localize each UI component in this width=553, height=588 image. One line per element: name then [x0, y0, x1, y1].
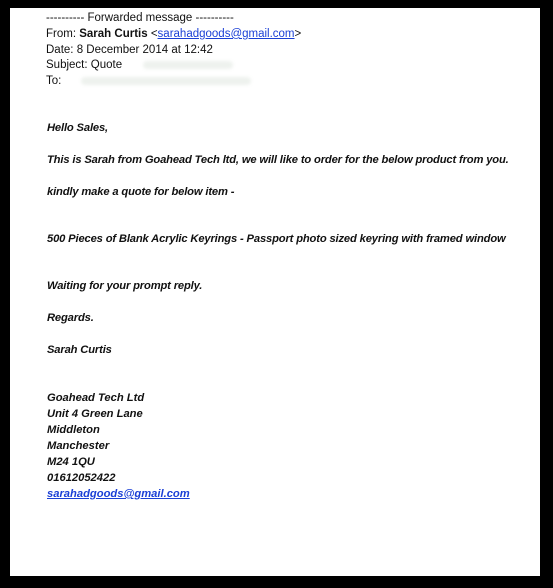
- subject-value: Quote: [90, 59, 123, 72]
- signature-address2: Middleton: [47, 424, 100, 436]
- to-label: To:: [46, 75, 62, 88]
- forwarded-line: ---------- Forwarded message ----------: [46, 12, 234, 24]
- signature-email-row: [47, 486, 190, 502]
- lt-glyph: <: [150, 27, 158, 40]
- subject-label: Subject:: [46, 59, 88, 72]
- signature-postcode: M24 1QU: [47, 456, 95, 468]
- sender-signoff: Sarah Curtis: [47, 344, 112, 356]
- sender-name: Sarah Curtis: [79, 27, 148, 40]
- redacted-recipients: [81, 77, 251, 85]
- redacted-subject: [143, 61, 233, 69]
- from-label: From:: [46, 27, 77, 40]
- signature-city: Manchester: [47, 440, 110, 452]
- waiting-paragraph: Waiting for your prompt reply.: [47, 280, 203, 292]
- greeting: Hello Sales,: [47, 122, 109, 134]
- gt-glyph: >: [294, 27, 302, 40]
- signature-company: Goahead Tech Ltd: [47, 392, 145, 404]
- email-header: [46, 11, 301, 90]
- from-row: [46, 27, 301, 43]
- signature-phone: 01612052422: [47, 472, 116, 484]
- subject-row: [46, 58, 301, 74]
- signature-address1: Unit 4 Green Lane: [47, 408, 143, 420]
- signature-email-link[interactable]: sarahadgoods@gmail.com: [47, 488, 190, 500]
- sender-email-link[interactable]: sarahadgoods@gmail.com: [157, 27, 295, 40]
- signature-block: [47, 390, 190, 502]
- regards-line: Regards.: [47, 312, 94, 324]
- to-row: [46, 74, 301, 90]
- email-page: [10, 8, 540, 576]
- date-value: 8 December 2014 at 12:42: [76, 43, 213, 56]
- intro-paragraph: This is Sarah from Goahead Tech ltd, we will like to order for the below product from you.: [47, 154, 509, 166]
- item-paragraph: 500 Pieces of Blank Acrylic Keyrings - Passport photo sized keyring with framed window: [47, 233, 506, 245]
- request-paragraph: kindly make a quote for below item -: [47, 186, 235, 198]
- date-label: Date:: [46, 43, 74, 56]
- date-row: [46, 43, 301, 59]
